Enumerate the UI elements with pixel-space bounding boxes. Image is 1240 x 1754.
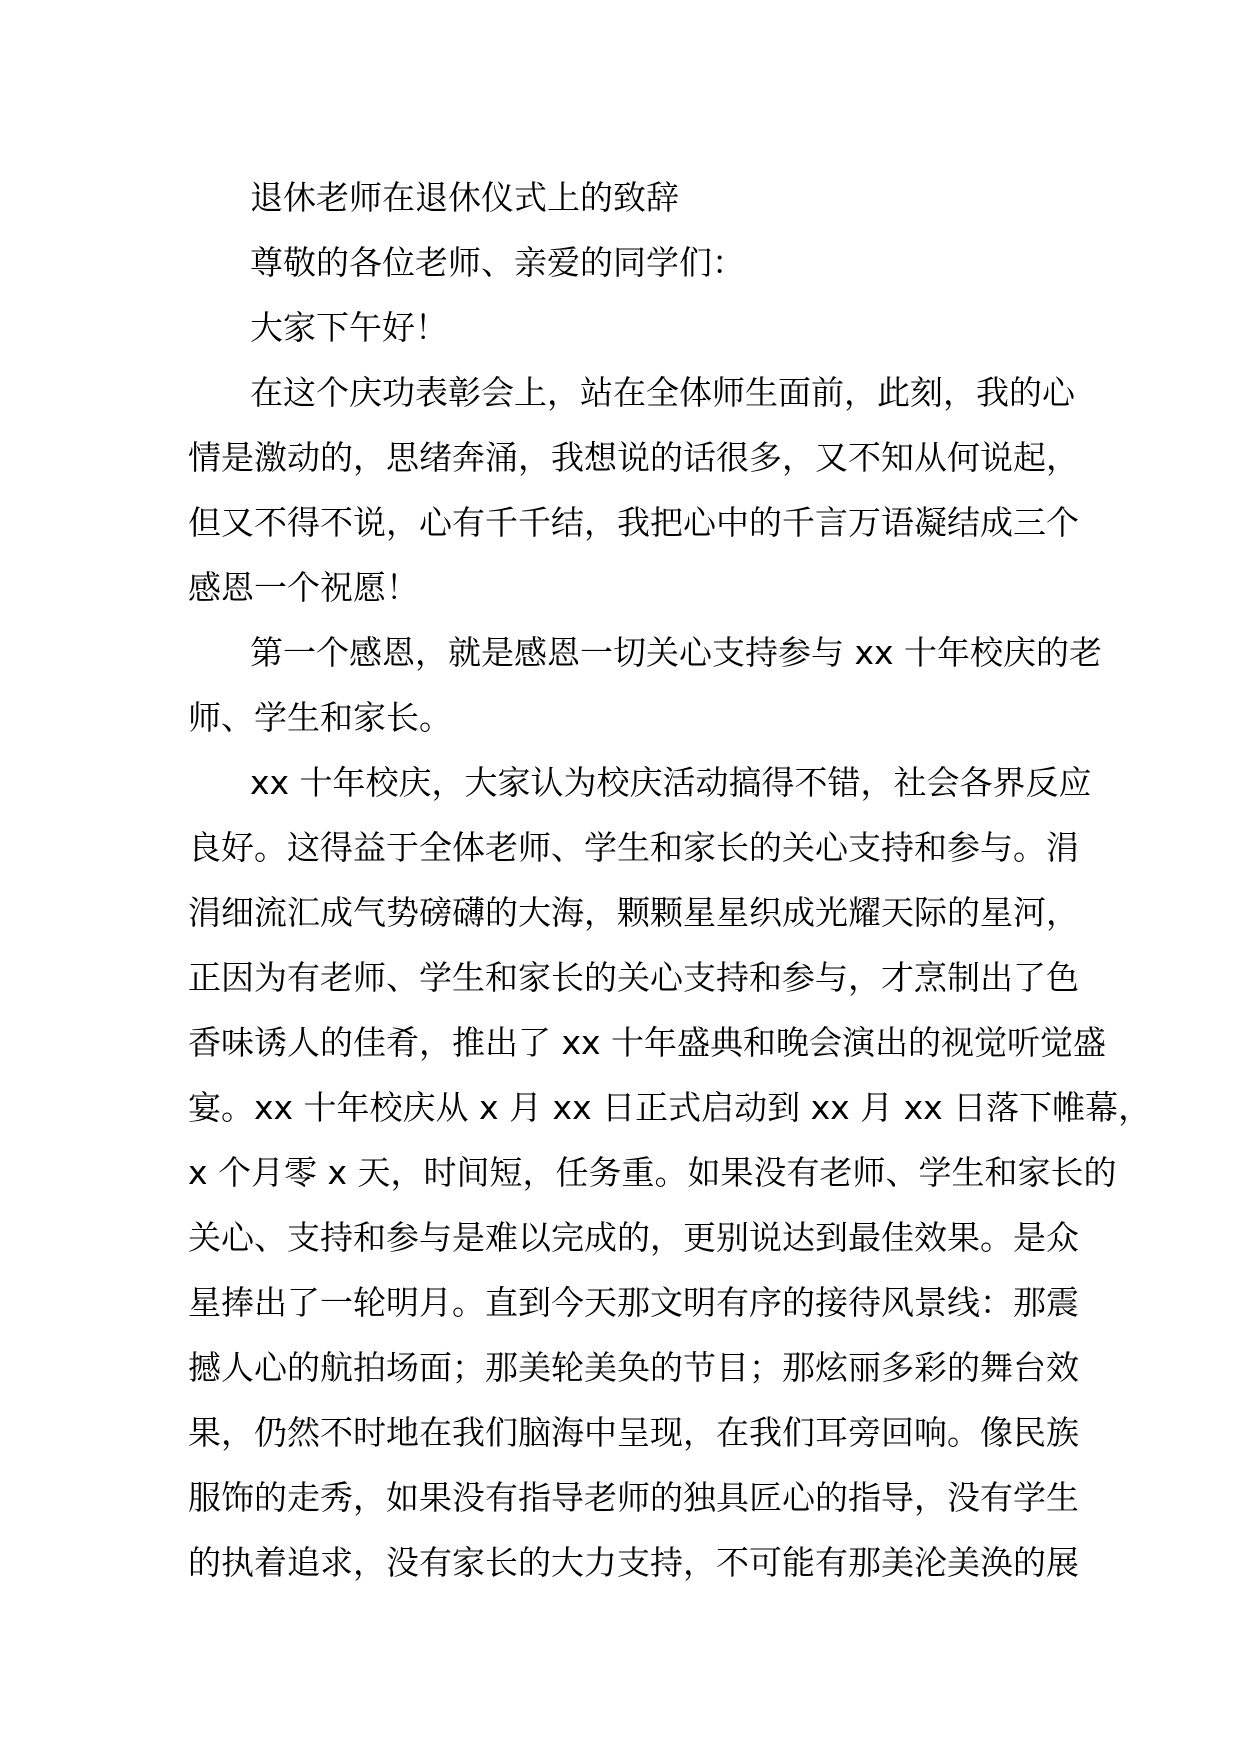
paragraph-line: 宴。xx 十年校庆从 x 月 xx 日正式启动到 xx 月 xx 日落下帷幕，: [188, 1088, 1152, 1127]
paragraph-line: 在这个庆功表彰会上，站在全体师生面前，此刻，我的心: [250, 373, 1075, 412]
paragraph-line: 涓细流汇成气势磅礴的大海，颗颗星星织成光耀天际的星河，: [188, 893, 1079, 932]
paragraph-line: 星捧出了一轮明月。直到今天那文明有序的接待风景线：那震: [188, 1283, 1079, 1322]
document-title: 退休老师在退休仪式上的致辞: [250, 178, 679, 217]
paragraph-line: 感恩一个祝愿！: [188, 568, 419, 607]
paragraph-line: 正因为有老师、学生和家长的关心支持和参与，才烹制出了色: [188, 958, 1079, 997]
salutation: 尊敬的各位老师、亲爱的同学们：: [250, 243, 745, 282]
paragraph-line: xx 十年校庆，大家认为校庆活动搞得不错，社会各界反应: [250, 763, 1092, 802]
document-body: [188, 165, 1152, 1595]
paragraph-line: 第一个感恩，就是感恩一切关心支持参与 xx 十年校庆的老: [250, 633, 1103, 672]
paragraph-line: 师、学生和家长。: [188, 698, 452, 737]
paragraph-line: 撼人心的航拍场面；那美轮美奂的节目；那炫丽多彩的舞台效: [188, 1348, 1079, 1387]
greeting: 大家下午好！: [250, 308, 448, 347]
paragraph-line: 关心、支持和参与是难以完成的，更别说达到最佳效果。是众: [188, 1218, 1079, 1257]
paragraph-line: x 个月零 x 天，时间短，任务重。如果没有老师、学生和家长的: [188, 1153, 1117, 1192]
paragraph-line: 果，仍然不时地在我们脑海中呈现，在我们耳旁回响。像民族: [188, 1413, 1079, 1452]
paragraph-line: 服饰的走秀，如果没有指导老师的独具匠心的指导，没有学生: [188, 1478, 1079, 1517]
paragraph-line: 良好。这得益于全体老师、学生和家长的关心支持和参与。涓: [188, 828, 1079, 867]
paragraph-line: 但又不得不说，心有千千结，我把心中的千言万语凝结成三个: [188, 503, 1079, 542]
paragraph-line: 情是激动的，思绪奔涌，我想说的话很多，又不知从何说起，: [188, 438, 1079, 477]
paragraph-line: 香味诱人的佳肴，推出了 xx 十年盛典和晚会演出的视觉听觉盛: [188, 1023, 1107, 1062]
paragraph-line: 的执着追求，没有家长的大力支持，不可能有那美沦美涣的展: [188, 1543, 1079, 1582]
